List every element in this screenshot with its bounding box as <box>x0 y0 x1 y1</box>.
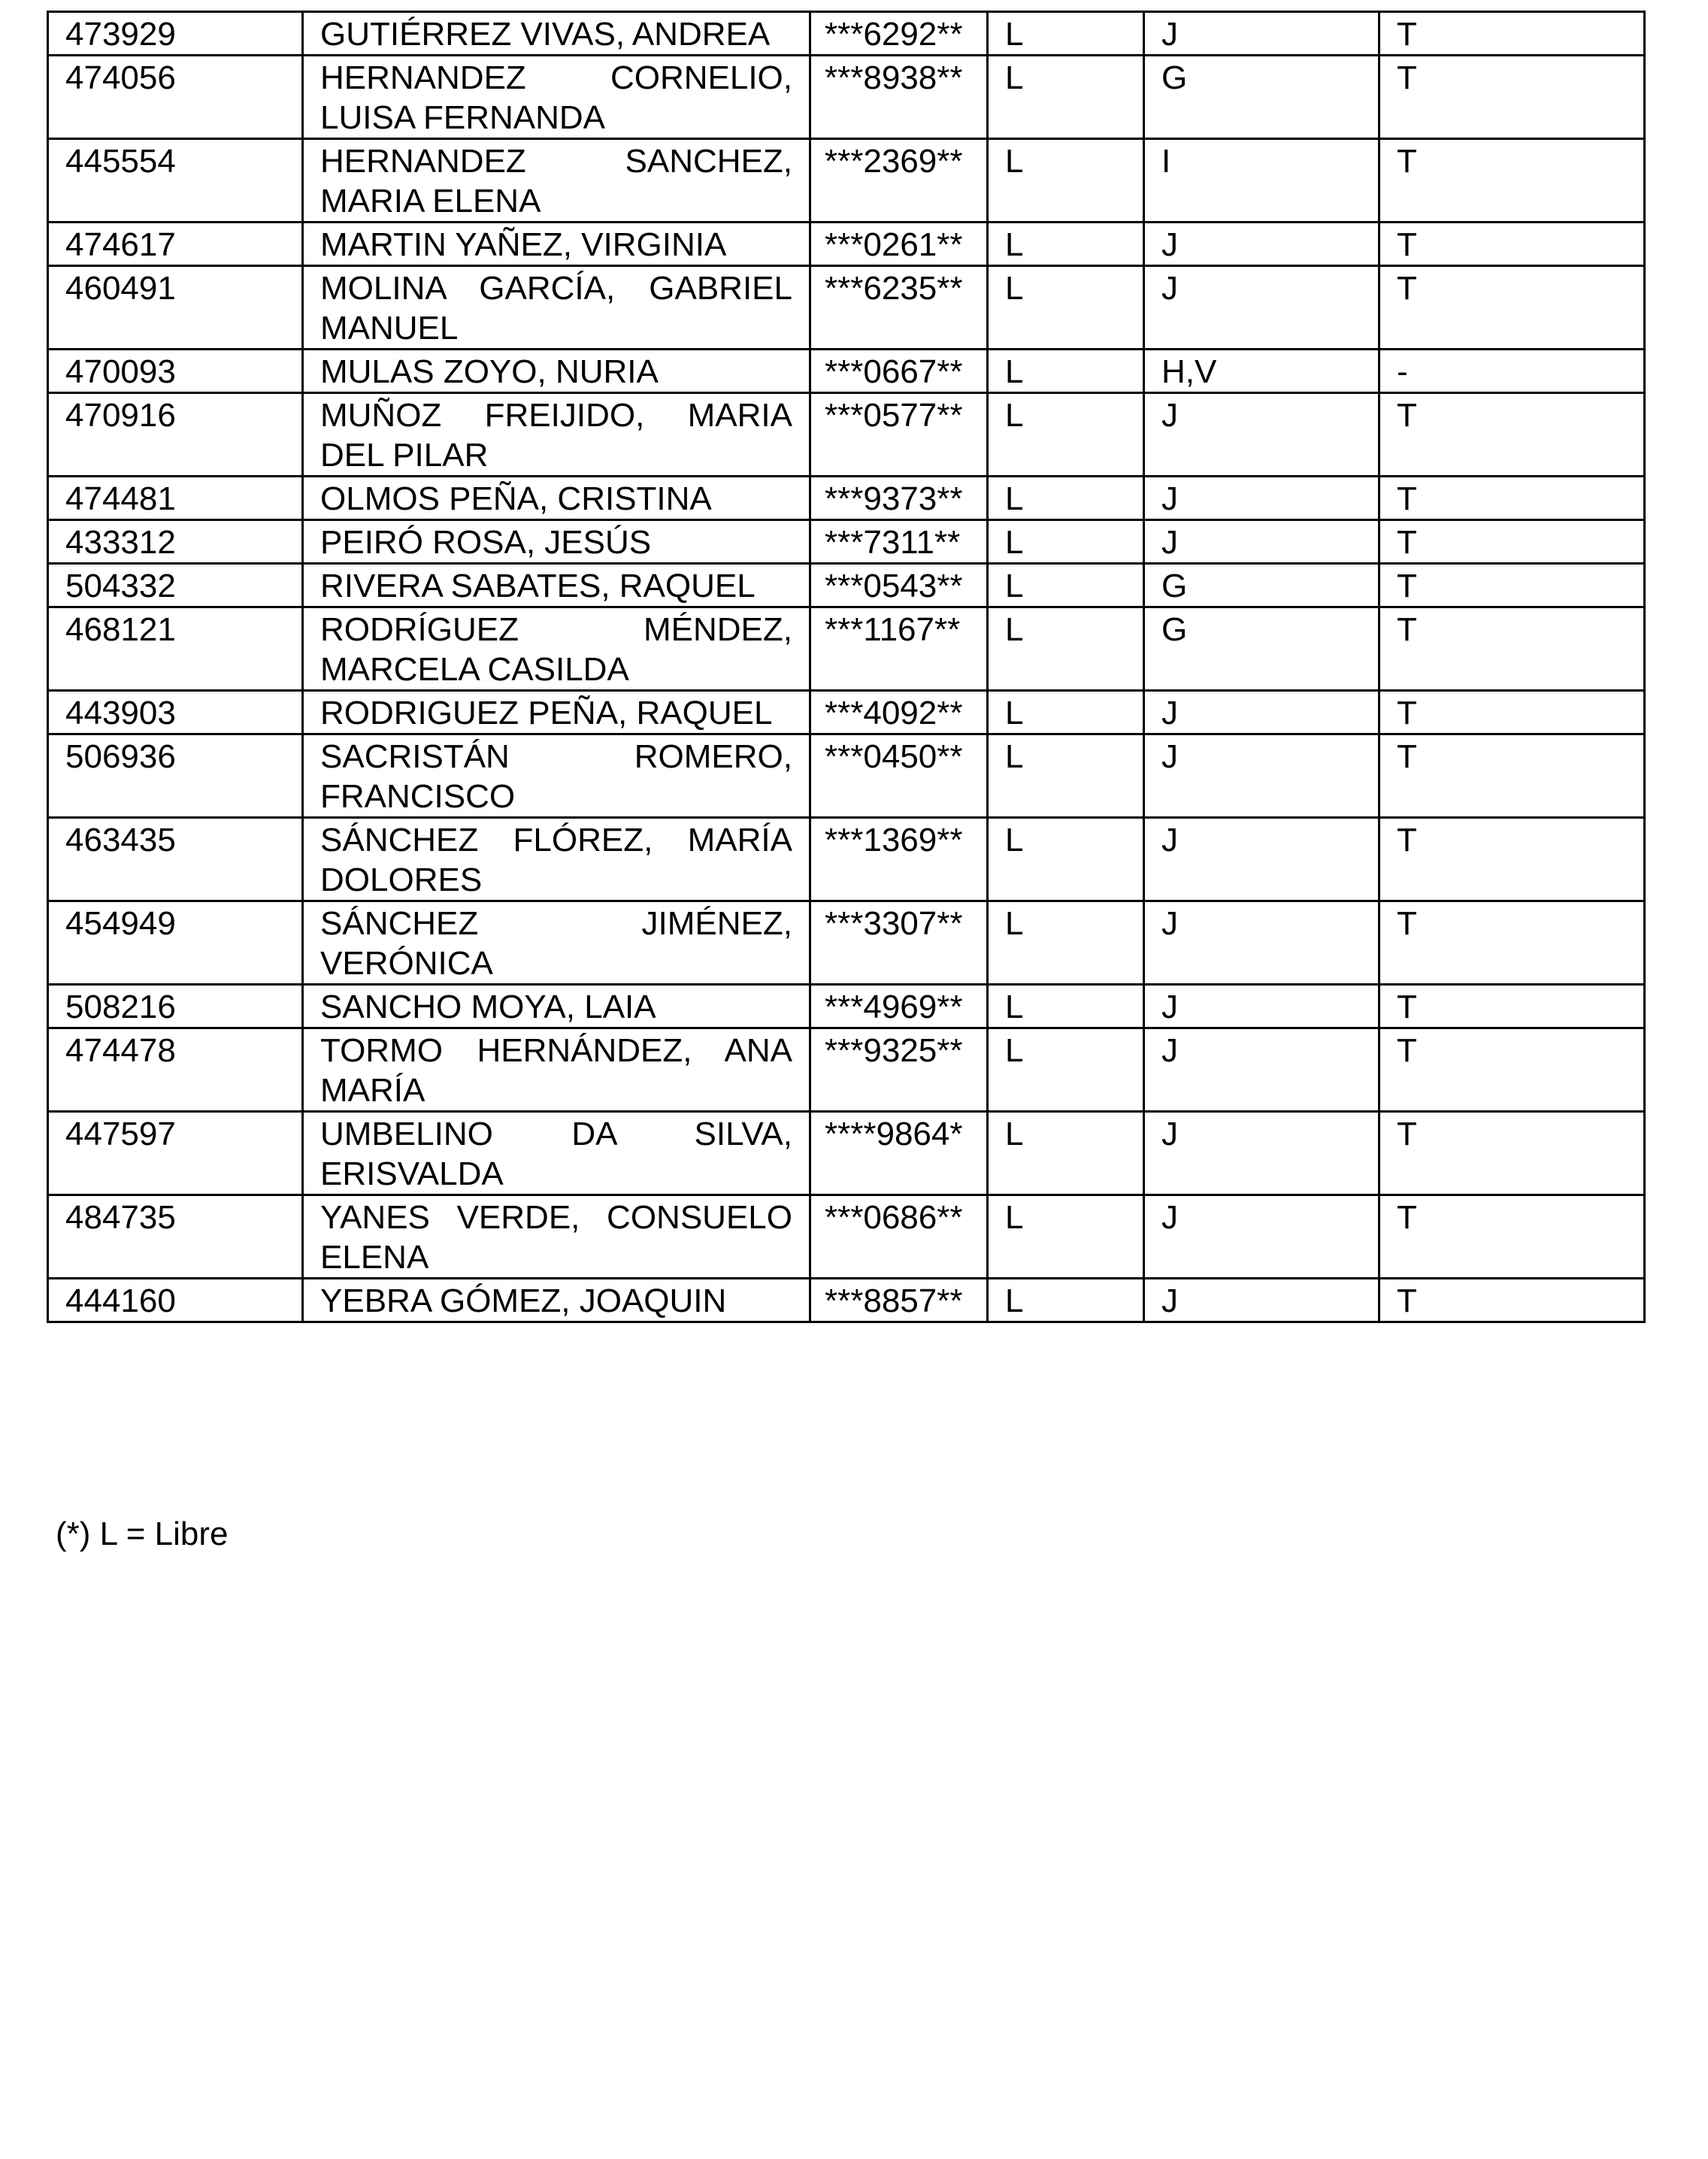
cell-mark: T <box>1379 901 1645 985</box>
cell-dni: ***8857** <box>810 1279 988 1322</box>
cell-code: J <box>1144 1112 1379 1195</box>
cell-name: OLMOS PEÑA, CRISTINA <box>303 477 810 520</box>
table-row <box>48 818 1645 901</box>
cell-dni: ***4092** <box>810 691 988 734</box>
cell-dni: ***1369** <box>810 818 988 901</box>
cell-id: 504332 <box>48 564 303 607</box>
cell-turno: L <box>988 350 1144 393</box>
cell-dni: ****9864* <box>810 1112 988 1195</box>
cell-mark: T <box>1379 734 1645 818</box>
cell-mark: T <box>1379 1112 1645 1195</box>
cell-dni: ***0686** <box>810 1195 988 1279</box>
cell-mark: T <box>1379 818 1645 901</box>
cell-mark: T <box>1379 139 1645 223</box>
cell-code: I <box>1144 139 1379 223</box>
cell-code: J <box>1144 393 1379 477</box>
cell-id: 470916 <box>48 393 303 477</box>
cell-turno: L <box>988 607 1144 691</box>
cell-dni: ***0450** <box>810 734 988 818</box>
admitted-list-table <box>47 11 1646 1323</box>
cell-name: SÁNCHEZ FLÓREZ, MARÍA DOLORES <box>303 818 810 901</box>
cell-id: 468121 <box>48 607 303 691</box>
cell-name: GUTIÉRREZ VIVAS, ANDREA <box>303 12 810 56</box>
cell-code: G <box>1144 56 1379 139</box>
cell-mark: T <box>1379 477 1645 520</box>
cell-dni: ***0543** <box>810 564 988 607</box>
cell-turno: L <box>988 691 1144 734</box>
table-row <box>48 520 1645 564</box>
cell-turno: L <box>988 901 1144 985</box>
cell-code: J <box>1144 818 1379 901</box>
cell-turno: L <box>988 12 1144 56</box>
cell-code: J <box>1144 266 1379 350</box>
cell-code: G <box>1144 607 1379 691</box>
cell-dni: ***9373** <box>810 477 988 520</box>
table-row <box>48 607 1645 691</box>
cell-dni: ***6235** <box>810 266 988 350</box>
cell-code: J <box>1144 1028 1379 1112</box>
cell-turno: L <box>988 393 1144 477</box>
cell-name: RODRIGUEZ PEÑA, RAQUEL <box>303 691 810 734</box>
cell-turno: L <box>988 139 1144 223</box>
cell-turno: L <box>988 734 1144 818</box>
cell-turno: L <box>988 223 1144 266</box>
cell-mark: T <box>1379 12 1645 56</box>
cell-mark: T <box>1379 691 1645 734</box>
cell-code: J <box>1144 223 1379 266</box>
cell-turno: L <box>988 818 1144 901</box>
cell-id: 474478 <box>48 1028 303 1112</box>
cell-id: 454949 <box>48 901 303 985</box>
cell-dni: ***6292** <box>810 12 988 56</box>
cell-turno: L <box>988 56 1144 139</box>
cell-mark: T <box>1379 1195 1645 1279</box>
cell-id: 445554 <box>48 139 303 223</box>
cell-mark: T <box>1379 564 1645 607</box>
cell-id: 447597 <box>48 1112 303 1195</box>
cell-name: MARTIN YAÑEZ, VIRGINIA <box>303 223 810 266</box>
cell-code: J <box>1144 985 1379 1028</box>
table-row <box>48 393 1645 477</box>
cell-code: J <box>1144 12 1379 56</box>
cell-name: RIVERA SABATES, RAQUEL <box>303 564 810 607</box>
cell-code: J <box>1144 520 1379 564</box>
cell-mark: T <box>1379 393 1645 477</box>
cell-id: 474481 <box>48 477 303 520</box>
cell-name: SÁNCHEZ JIMÉNEZ, VERÓNICA <box>303 901 810 985</box>
cell-turno: L <box>988 1028 1144 1112</box>
cell-id: 463435 <box>48 818 303 901</box>
cell-id: 474056 <box>48 56 303 139</box>
cell-name: RODRÍGUEZ MÉNDEZ, MARCELA CASILDA <box>303 607 810 691</box>
footnote: (*) L = Libre <box>56 1516 229 1552</box>
cell-turno: L <box>988 1279 1144 1322</box>
table-row <box>48 1195 1645 1279</box>
cell-name: YEBRA GÓMEZ, JOAQUIN <box>303 1279 810 1322</box>
cell-name: SACRISTÁN ROMERO, FRANCISCO <box>303 734 810 818</box>
table-row <box>48 12 1645 56</box>
table-row <box>48 985 1645 1028</box>
table-row <box>48 139 1645 223</box>
table-row <box>48 223 1645 266</box>
cell-mark: T <box>1379 985 1645 1028</box>
cell-turno: L <box>988 985 1144 1028</box>
cell-code: J <box>1144 691 1379 734</box>
cell-name: MOLINA GARCÍA, GABRIEL MANUEL <box>303 266 810 350</box>
cell-id: 470093 <box>48 350 303 393</box>
cell-code: J <box>1144 734 1379 818</box>
cell-id: 508216 <box>48 985 303 1028</box>
cell-code: H,V <box>1144 350 1379 393</box>
cell-mark: T <box>1379 1279 1645 1322</box>
table-row <box>48 266 1645 350</box>
cell-turno: L <box>988 477 1144 520</box>
cell-dni: ***3307** <box>810 901 988 985</box>
cell-code: J <box>1144 1195 1379 1279</box>
cell-dni: ***0577** <box>810 393 988 477</box>
cell-mark: T <box>1379 266 1645 350</box>
table-row <box>48 56 1645 139</box>
cell-id: 460491 <box>48 266 303 350</box>
cell-turno: L <box>988 1112 1144 1195</box>
cell-dni: ***0261** <box>810 223 988 266</box>
cell-dni: ***7311** <box>810 520 988 564</box>
table-row <box>48 691 1645 734</box>
cell-mark: T <box>1379 223 1645 266</box>
cell-dni: ***9325** <box>810 1028 988 1112</box>
cell-code: J <box>1144 1279 1379 1322</box>
table-row <box>48 564 1645 607</box>
table-row <box>48 1112 1645 1195</box>
cell-name: HERNANDEZ CORNELIO, LUISA FERNANDA <box>303 56 810 139</box>
cell-dni: ***0667** <box>810 350 988 393</box>
cell-mark: T <box>1379 520 1645 564</box>
cell-mark: T <box>1379 1028 1645 1112</box>
cell-name: UMBELINO DA SILVA, ERISVALDA <box>303 1112 810 1195</box>
cell-id: 506936 <box>48 734 303 818</box>
cell-code: G <box>1144 564 1379 607</box>
cell-code: J <box>1144 477 1379 520</box>
table-row <box>48 1279 1645 1322</box>
cell-id: 443903 <box>48 691 303 734</box>
cell-id: 474617 <box>48 223 303 266</box>
table-row <box>48 1028 1645 1112</box>
cell-turno: L <box>988 520 1144 564</box>
cell-name: HERNANDEZ SANCHEZ, MARIA ELENA <box>303 139 810 223</box>
cell-turno: L <box>988 266 1144 350</box>
cell-name: MULAS ZOYO, NURIA <box>303 350 810 393</box>
cell-mark: - <box>1379 350 1645 393</box>
cell-id: 444160 <box>48 1279 303 1322</box>
cell-turno: L <box>988 1195 1144 1279</box>
cell-mark: T <box>1379 607 1645 691</box>
table-row <box>48 350 1645 393</box>
table-row <box>48 734 1645 818</box>
cell-mark: T <box>1379 56 1645 139</box>
cell-name: SANCHO MOYA, LAIA <box>303 985 810 1028</box>
cell-id: 484735 <box>48 1195 303 1279</box>
cell-code: J <box>1144 901 1379 985</box>
cell-dni: ***1167** <box>810 607 988 691</box>
cell-id: 473929 <box>48 12 303 56</box>
cell-dni: ***8938** <box>810 56 988 139</box>
table-row <box>48 477 1645 520</box>
table-row <box>48 901 1645 985</box>
cell-name: TORMO HERNÁNDEZ, ANA MARÍA <box>303 1028 810 1112</box>
cell-name: MUÑOZ FREIJIDO, MARIA DEL PILAR <box>303 393 810 477</box>
cell-turno: L <box>988 564 1144 607</box>
cell-dni: ***4969** <box>810 985 988 1028</box>
cell-name: YANES VERDE, CONSUELO ELENA <box>303 1195 810 1279</box>
cell-name: PEIRÓ ROSA, JESÚS <box>303 520 810 564</box>
cell-dni: ***2369** <box>810 139 988 223</box>
cell-id: 433312 <box>48 520 303 564</box>
